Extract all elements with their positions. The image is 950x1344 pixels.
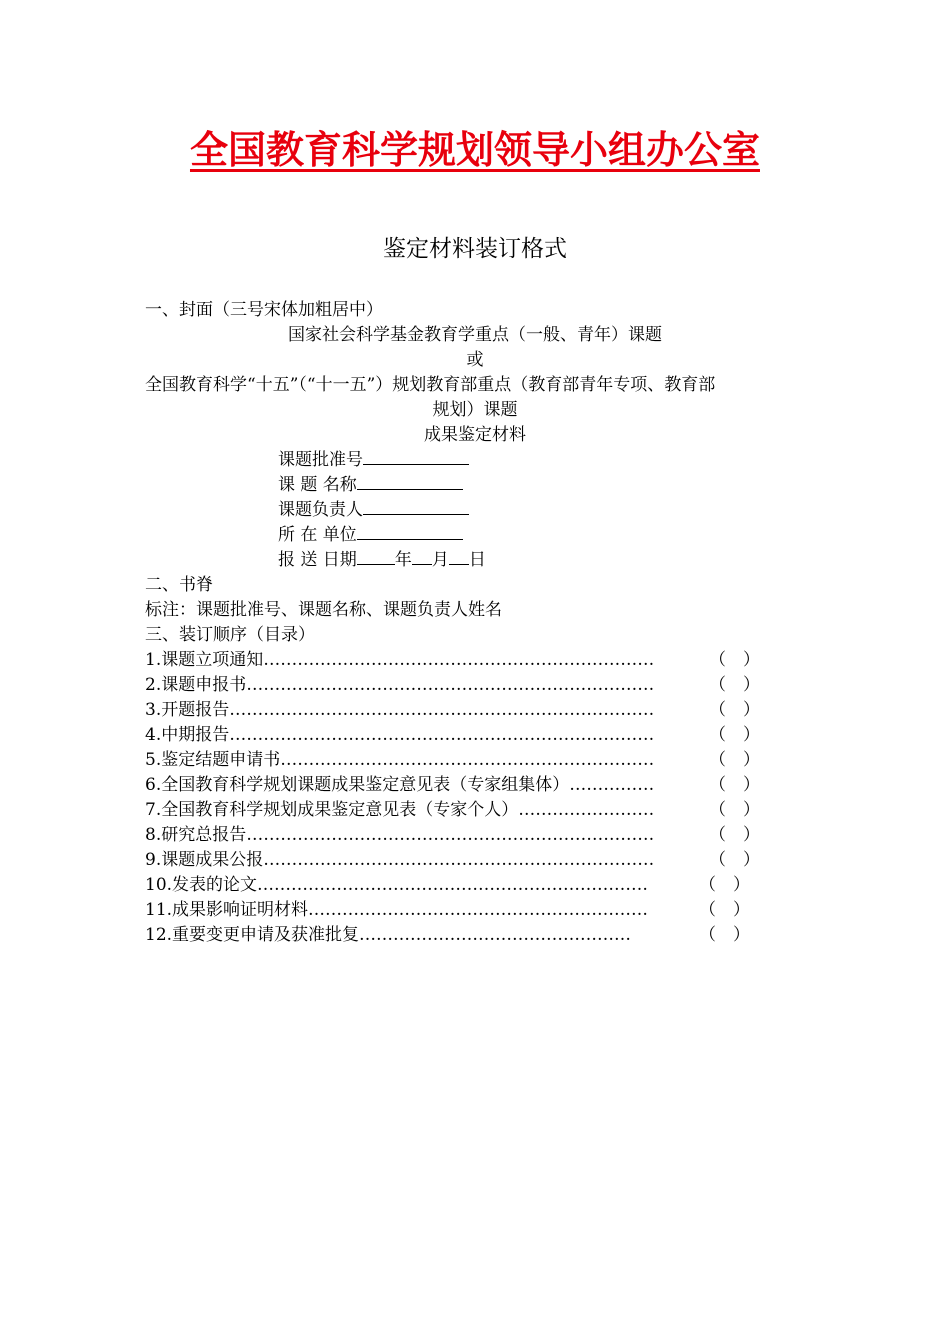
cover-line-3: 成果鉴定材料 <box>424 425 526 445</box>
toc-item-page-paren: （ ） <box>709 675 760 695</box>
cover-line-2a: 全国教育科学“十五”（“十一五”）规划教育部重点（教育部青年专项、教育部 <box>145 375 716 395</box>
cover-line-2b: 规划）课题 <box>432 400 518 420</box>
toc-item-page-paren: （ ） <box>699 925 750 945</box>
leader-blank <box>363 498 469 515</box>
toc-item-leader-dots: ………………………………………………………… <box>280 750 655 770</box>
toc-item-page-paren: （ ） <box>699 875 750 895</box>
toc-item <box>145 773 760 798</box>
toc-item-label: 10.发表的论文 <box>145 875 258 895</box>
field-date <box>278 548 486 573</box>
toc-item <box>145 823 760 848</box>
section2-heading: 二、书脊 <box>145 575 213 595</box>
toc-item-page-paren: （ ） <box>709 850 760 870</box>
cover-line-1: 国家社会科学基金教育学重点（一般、青年）课题 <box>288 325 662 345</box>
toc-item <box>145 923 750 948</box>
toc-item-label: 1.课题立项通知 <box>145 650 264 670</box>
toc-item-label: 7.全国教育科学规划成果鉴定意见表（专家个人） <box>145 800 519 820</box>
toc-item <box>145 748 760 773</box>
toc-item-page-paren: （ ） <box>709 650 760 670</box>
toc-item <box>145 698 760 723</box>
toc-item <box>145 873 750 898</box>
toc-item-page-paren: （ ） <box>709 700 760 720</box>
toc-item <box>145 848 760 873</box>
toc-item-page-paren: （ ） <box>709 775 760 795</box>
section1-heading: 一、封面（三号宋体加粗居中） <box>145 300 383 320</box>
toc-item-page-paren: （ ） <box>709 800 760 820</box>
field-unit-label: 所 在 单位 <box>278 525 357 545</box>
toc-item-page-paren: （ ） <box>709 725 760 745</box>
toc-item-leader-dots: …………………… <box>518 800 655 820</box>
toc-item <box>145 898 750 923</box>
field-topic-name <box>278 473 463 498</box>
toc-item-leader-dots: …………………………………………………………… <box>263 850 655 870</box>
toc-item-label: 11.成果影响证明材料 <box>145 900 309 920</box>
toc-item-leader-dots: ……………………………………………………………… <box>246 675 655 695</box>
toc-item-label: 12.重要变更申请及获准批复 <box>145 925 360 945</box>
office-header-title: 全国教育科学规划领导小组办公室 <box>189 128 760 172</box>
toc-item-label: 8.研究总报告 <box>145 825 247 845</box>
toc-item-label: 9.课题成果公报 <box>145 850 264 870</box>
field-unit <box>278 523 463 548</box>
toc-item-label: 5.鉴定结题申请书 <box>145 750 281 770</box>
toc-item <box>145 673 760 698</box>
field-leader-label: 课题负责人 <box>278 500 363 520</box>
toc-item-page-paren: （ ） <box>699 900 750 920</box>
toc-item <box>145 723 760 748</box>
toc-item-leader-dots: ………………………………………………………………… <box>229 725 655 745</box>
day-label: 日 <box>468 550 486 570</box>
year-label: 年 <box>394 550 412 570</box>
approval-no-blank <box>363 448 469 465</box>
toc-item-leader-dots: …………… <box>569 775 655 795</box>
section3-heading: 三、装订顺序（目录） <box>145 625 315 645</box>
toc-item-leader-dots: …………………………………………………… <box>308 900 649 920</box>
field-leader <box>278 498 469 523</box>
toc-item <box>145 798 760 823</box>
unit-blank <box>357 523 463 540</box>
toc-item-page-paren: （ ） <box>709 825 760 845</box>
month-label: 月 <box>431 550 449 570</box>
topic-name-blank <box>357 473 463 490</box>
field-approval-no-label: 课题批准号 <box>278 450 363 470</box>
field-date-label: 报 送 日期 <box>278 550 357 570</box>
toc-item-label: 2.课题申报书 <box>145 675 247 695</box>
toc-item-label: 6.全国教育科学规划课题成果鉴定意见表（专家组集体） <box>145 775 570 795</box>
toc-item-label: 3.开题报告 <box>145 700 230 720</box>
year-blank <box>357 548 395 565</box>
toc-item-leader-dots: ……………………………………………………………… <box>246 825 655 845</box>
toc-item-leader-dots: …………………………………………………………… <box>263 650 655 670</box>
toc-item-leader-dots: ………………………………………………………………… <box>229 700 655 720</box>
field-approval-no <box>278 448 469 473</box>
field-topic-name-label: 课 题 名称 <box>278 475 357 495</box>
document-title: 鉴定材料装订格式 <box>383 236 567 262</box>
day-blank <box>449 548 469 565</box>
spine-note: 标注：课题批准号、课题名称、课题负责人姓名 <box>145 600 502 620</box>
toc-item <box>145 648 760 673</box>
toc-item-page-paren: （ ） <box>709 750 760 770</box>
toc-item-leader-dots: ………………………………………… <box>359 925 632 945</box>
toc-item-label: 4.中期报告 <box>145 725 230 745</box>
cover-or: 或 <box>466 350 484 370</box>
month-blank <box>412 548 432 565</box>
toc-item-leader-dots: …………………………………………………………… <box>257 875 649 895</box>
